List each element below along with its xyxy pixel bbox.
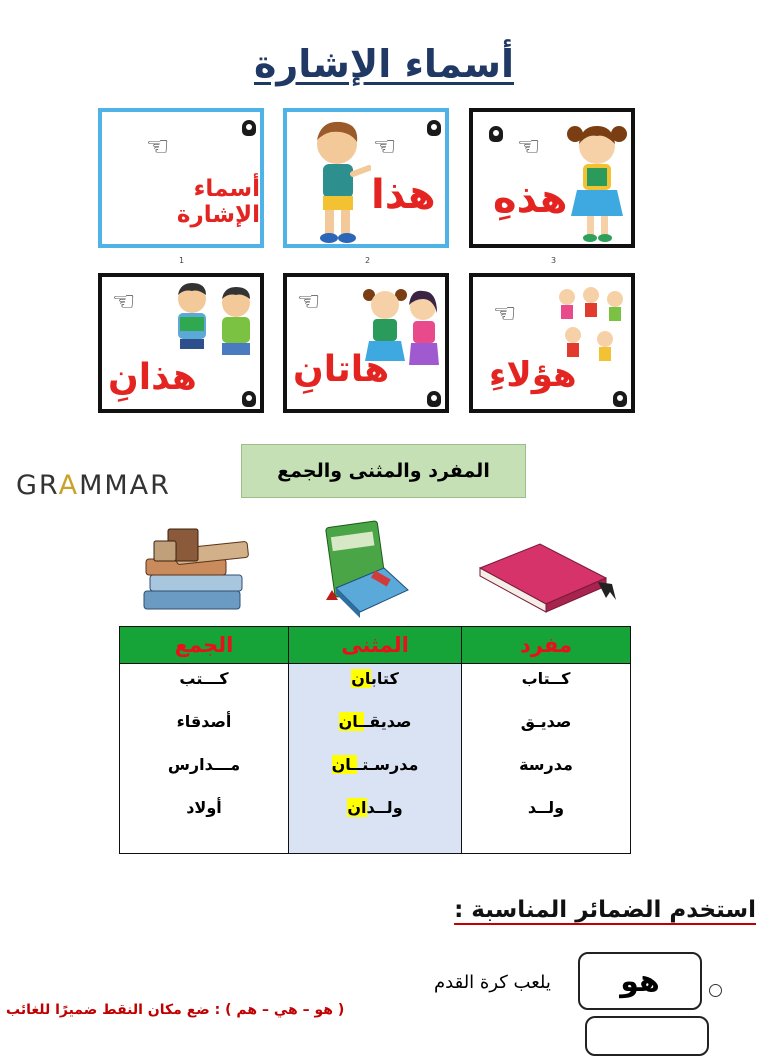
flashcard-word: هاتانِ	[293, 349, 390, 390]
pointing-hand-icon: ☜	[517, 132, 541, 162]
plural-word: أولاد	[186, 798, 222, 817]
dual-suffix: ـان	[331, 755, 357, 774]
instruction-text: ضع مكان النقط ضميرًا للغائب	[6, 1002, 210, 1018]
dual-stem: كتاب	[370, 669, 399, 688]
dual-word	[289, 664, 461, 707]
flashcard-word: هذهِ	[493, 176, 568, 222]
flashcard-word: أسماء الإشارة	[176, 176, 260, 228]
owl-logo-icon	[242, 391, 256, 407]
card-number: 2	[365, 256, 371, 265]
dual-suffix: ان	[347, 798, 367, 817]
boy-pointing-illustration	[301, 118, 371, 246]
flashcard-word: هذا	[371, 172, 436, 218]
bullet-circle-icon	[709, 984, 722, 997]
header-dual: المثنى	[289, 627, 462, 664]
flashcard-hathani	[98, 273, 264, 413]
answer-box-empty[interactable]	[585, 1016, 709, 1056]
flashcard-haulai	[469, 273, 635, 413]
pointing-hand-icon: ☜	[373, 132, 397, 162]
pointing-hand-icon: ☜	[493, 299, 517, 329]
flashcard-hathihi	[469, 108, 635, 248]
owl-logo-icon	[427, 391, 441, 407]
pointing-hand-icon: ☜	[146, 132, 170, 162]
plural-word: أصدقاء	[176, 712, 232, 731]
dual-word	[289, 750, 461, 793]
plural-word: مـــدارس	[167, 755, 241, 774]
exercise-sentence: يلعب كرة القدم	[434, 972, 551, 993]
exercise-instruction	[6, 1002, 344, 1018]
grammar-logo-accent: A	[58, 470, 80, 501]
dual-word	[289, 793, 461, 836]
singular-word: مدرسة	[519, 755, 573, 774]
dual-stem: صديقـ	[363, 712, 412, 731]
pointing-hand-icon: ☜	[112, 287, 136, 317]
page-title: أسماء الإشارة	[253, 42, 515, 86]
owl-logo-icon	[427, 120, 441, 136]
single-book-icon	[474, 538, 620, 614]
book-stack-icon	[140, 527, 252, 615]
dual-column	[289, 664, 462, 854]
singular-dual-plural-table	[119, 626, 631, 854]
dual-suffix: ان	[351, 669, 371, 688]
owl-logo-icon	[613, 391, 627, 407]
header-plural: الجمع	[120, 627, 289, 664]
two-books-icon	[316, 518, 412, 618]
two-boys-illustration	[166, 281, 262, 365]
instruction-options: ( هو – هي – هم ) :	[214, 1002, 345, 1018]
singular-word: صديـق	[520, 712, 572, 731]
header-singular: مفرد	[462, 627, 631, 664]
exercise-title: استخدم الضمائر المناسبة :	[454, 897, 756, 923]
flashcard-hatha	[283, 108, 449, 248]
dual-stem: مدرسـتـ	[356, 755, 419, 774]
girl-illustration	[565, 120, 629, 244]
answer-box: هو	[578, 952, 702, 1010]
flashcard-hatani	[283, 273, 449, 413]
singular-word: كــتاب	[521, 669, 571, 688]
flashcard-word: هذانِ	[108, 357, 197, 398]
dual-stem: ولــد	[366, 798, 403, 817]
card-number: 3	[551, 256, 557, 265]
grammar-logo	[16, 470, 171, 501]
card-number: 1	[179, 256, 185, 265]
owl-logo-icon	[242, 120, 256, 136]
pointing-hand-icon: ☜	[297, 287, 321, 317]
grammar-logo-part: MMAR	[79, 470, 171, 501]
grammar-logo-part: GR	[16, 470, 59, 501]
dual-word	[289, 707, 461, 750]
owl-logo-icon	[489, 126, 503, 142]
flashcard-word: هؤلاءِ	[489, 355, 577, 395]
singular-column	[462, 664, 631, 854]
plural-word: كـــتب	[179, 669, 229, 688]
plural-column	[120, 664, 289, 854]
singular-word: ولــد	[527, 798, 565, 817]
section-heading-box: المفرد والمثنى والجمع	[241, 444, 526, 498]
dual-suffix: ـان	[338, 712, 364, 731]
flashcard-asmaa-alishara	[98, 108, 264, 248]
